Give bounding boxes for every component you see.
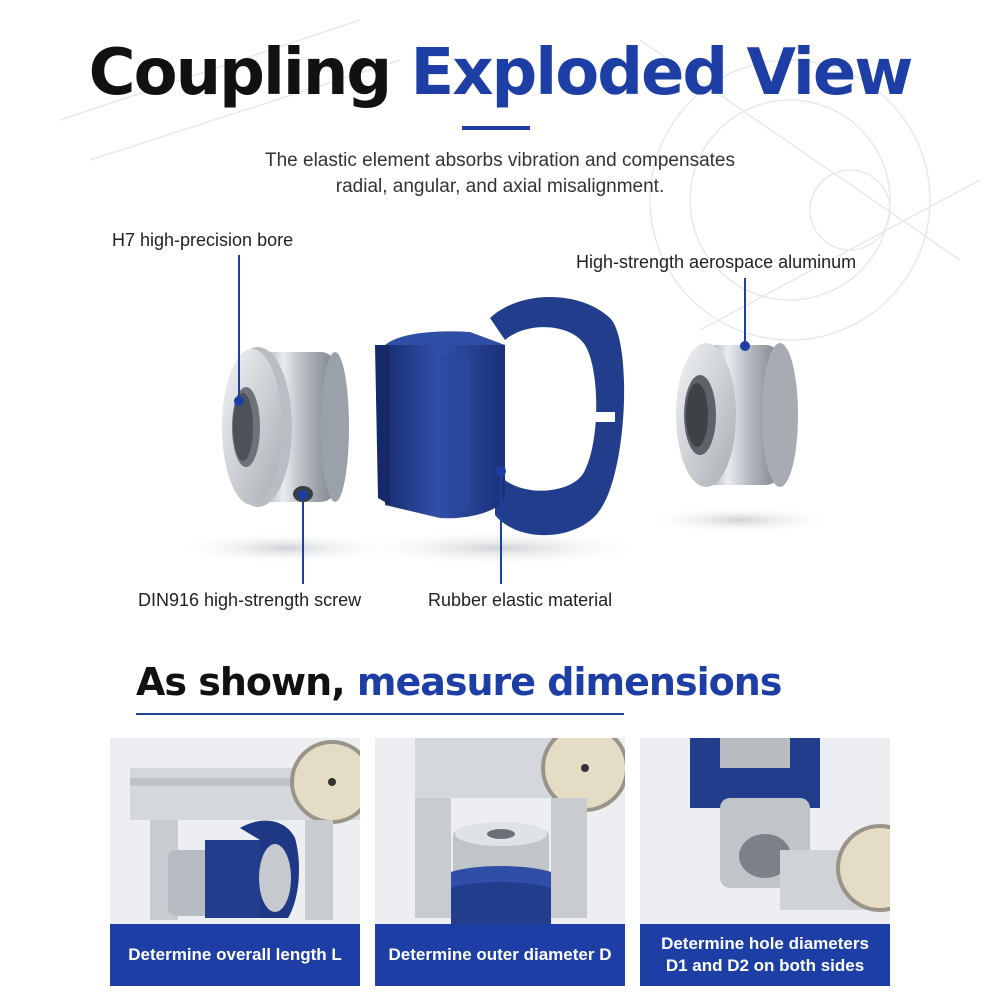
callout-bore: H7 high-precision bore <box>112 230 294 250</box>
section-underline <box>136 713 624 715</box>
caption-hole-diameter-text: Determine hole diameters D1 and D2 on both sides <box>661 934 869 975</box>
callout-aluminum: High-strength aerospace aluminum <box>576 252 857 272</box>
callout-rubber: Rubber elastic material <box>428 590 613 610</box>
caption-length <box>110 924 360 986</box>
caption-length-text: Determine overall length L <box>128 945 342 964</box>
measure-panel-hole-diameter <box>640 738 890 986</box>
callout-screw-leader <box>302 496 304 584</box>
left-hub <box>222 347 349 507</box>
title-underline <box>462 126 530 130</box>
measure-panel-outer-diameter <box>375 738 625 986</box>
measure-panel-length <box>110 738 360 986</box>
callout-aluminum-leader <box>744 278 746 344</box>
caption-outer-diameter <box>375 924 625 986</box>
page-title <box>0 28 1000 118</box>
subtitle-line2: radial, angular, and axial misalignment. <box>335 176 665 197</box>
right-hub <box>676 343 798 487</box>
caption-hole-diameter <box>640 924 890 986</box>
subtitle-line1: The elastic element absorbs vibration and compensates <box>265 150 735 171</box>
callout-rubber-leader <box>500 472 502 584</box>
callout-rubber-dot <box>496 466 506 476</box>
callout-screw: DIN916 high-strength screw <box>138 590 362 610</box>
title-part2: Exploded View <box>410 36 912 110</box>
title-part1: Coupling <box>88 36 391 110</box>
callout-bore-dot <box>234 396 244 406</box>
section-title <box>136 652 781 712</box>
subtitle <box>200 148 800 200</box>
caption-outer-diameter-text: Determine outer diameter D <box>388 945 612 964</box>
section-title-part2: measure dimensions <box>356 660 782 704</box>
callout-screw-dot <box>298 490 308 500</box>
section-title-part1: As shown, <box>136 660 345 704</box>
callout-aluminum-dot <box>740 341 750 351</box>
callout-bore-leader <box>238 255 240 401</box>
